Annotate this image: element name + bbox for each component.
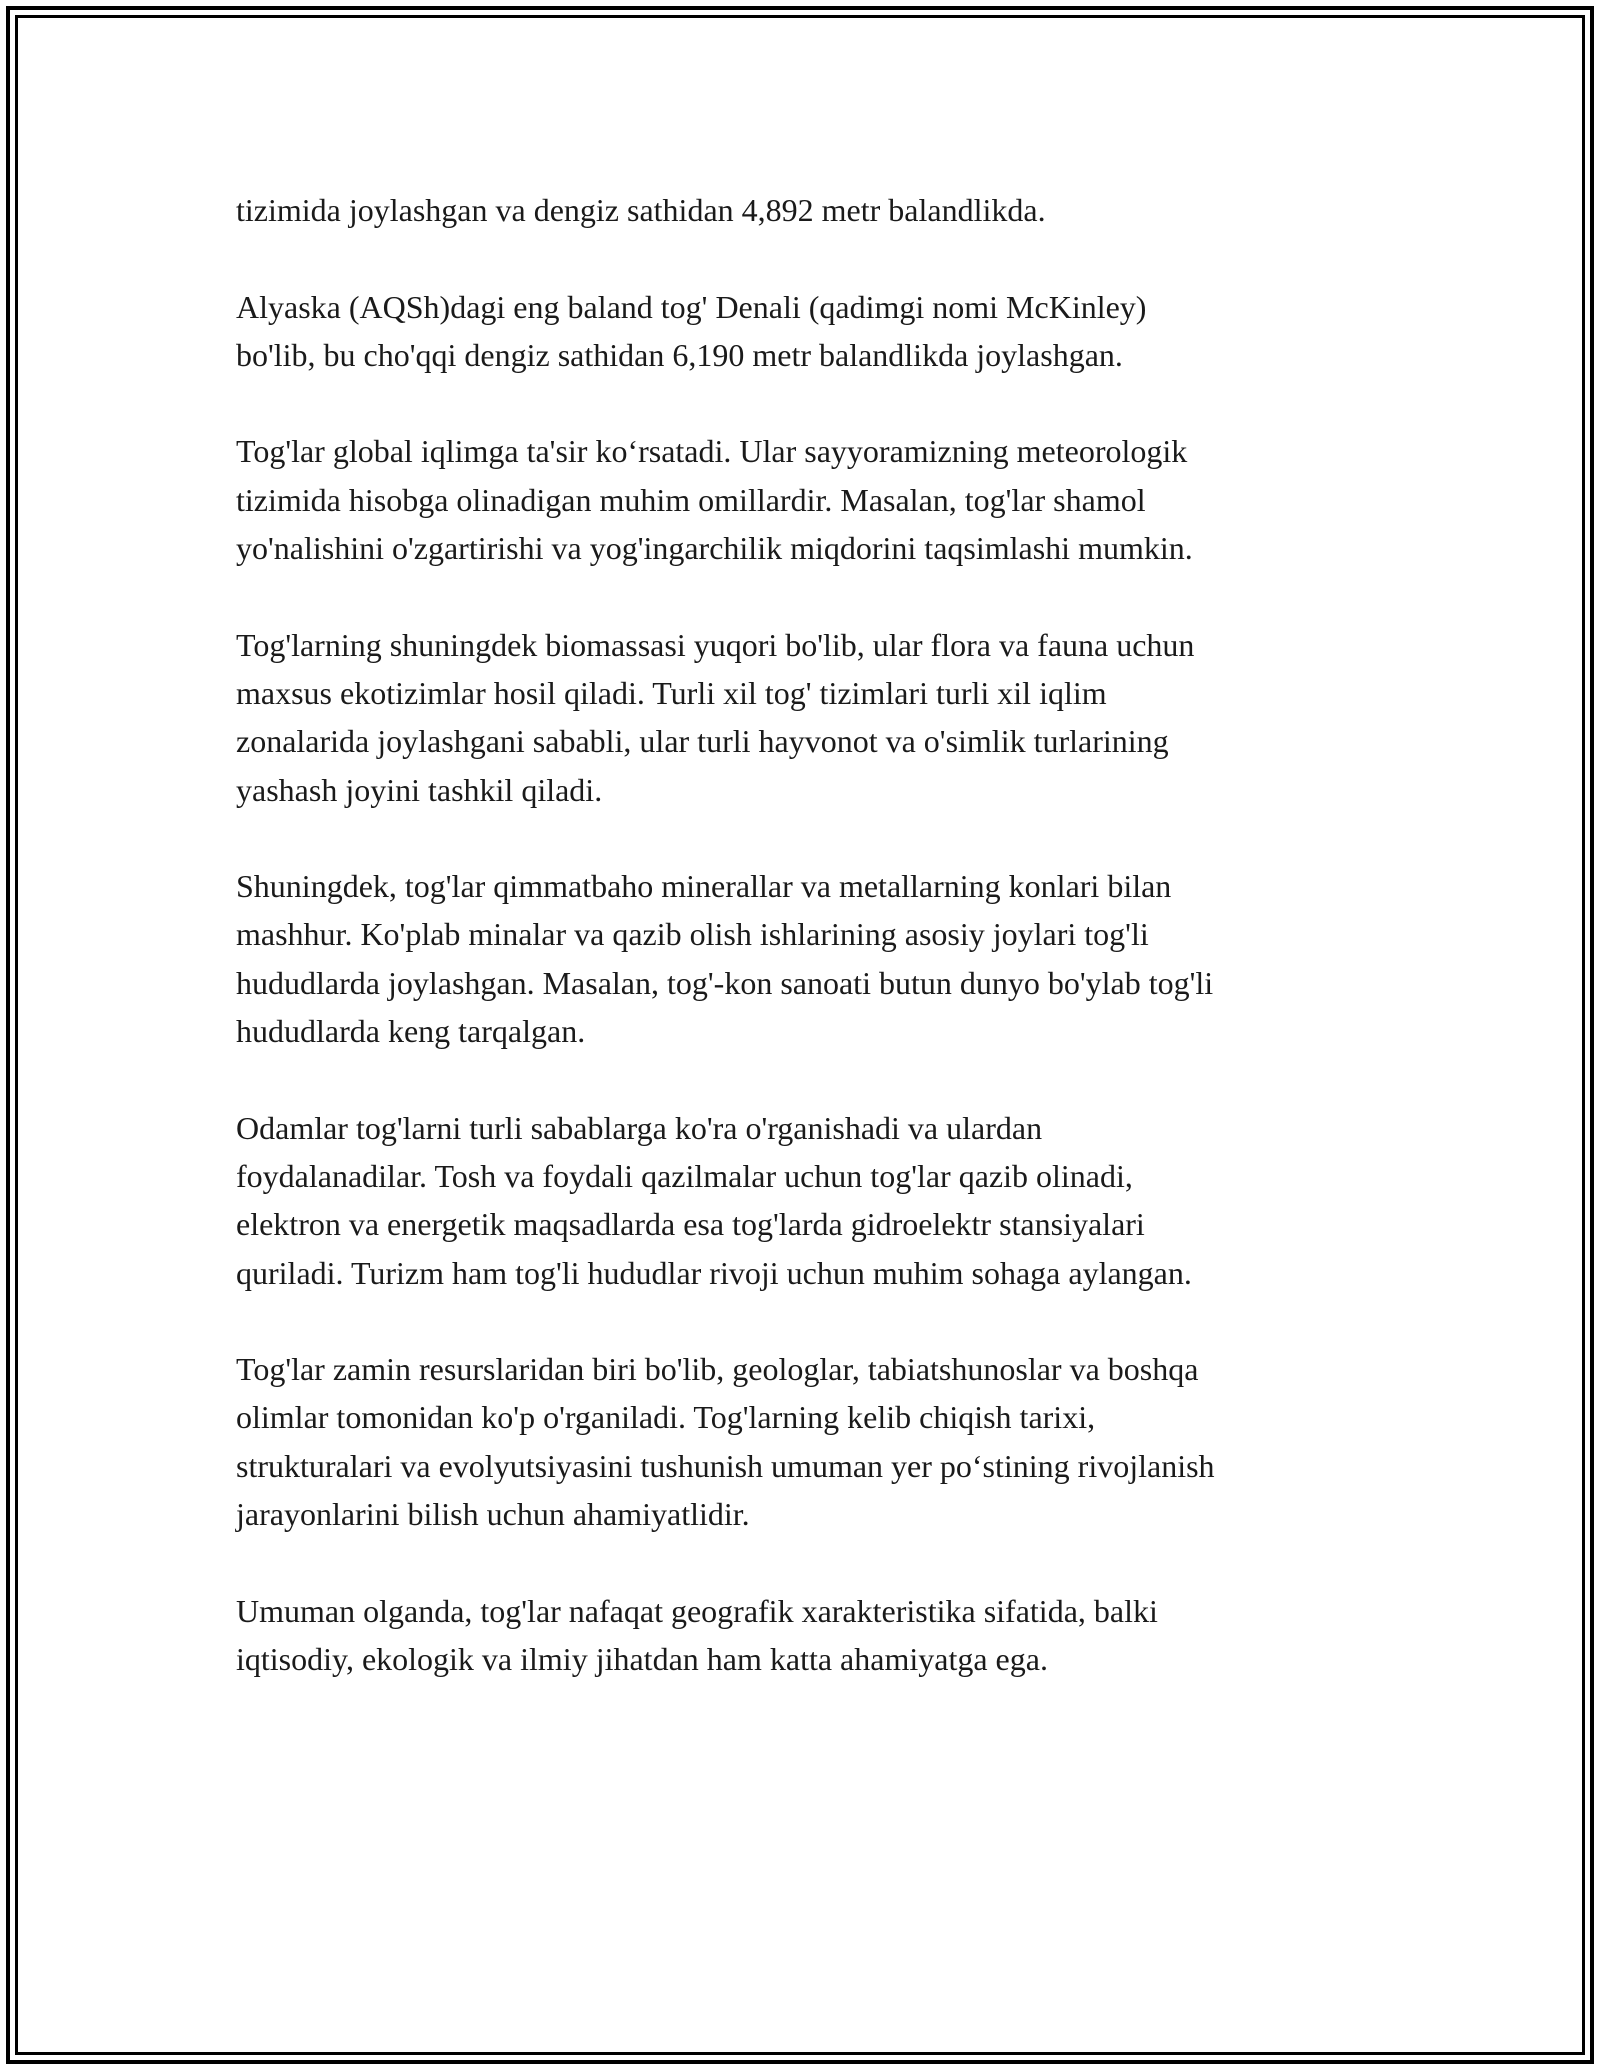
paragraph-8: Umuman olganda, tog'lar nafaqat geografik xarakteristika sifatida, balki iqtisodiy, ekologik va ilmiy jihatdan ham katta ahamiyatga ega. <box>236 1592 1158 1677</box>
paragraph-2: Alyaska (AQSh)dagi eng baland tog' Denali (qadimgi nomi McKinley) bo'lib, bu cho'qqi dengiz sathidan 6,190 metr balandlikda joylashgan. <box>236 288 1147 373</box>
paragraph-1: tizimida joylashgan va dengiz sathidan 4,892 metr balandlikda. <box>236 192 1046 228</box>
paragraph-5: Shuningdek, tog'lar qimmatbaho minerallar va metallarning konlari bilan mashhur. Ko'plab minalar va qazib olish ishlarining asosiy joylari tog'li hududlarda joylashgan. Masalan, tog'-kon sanoati butun dunyo bo'ylab tog'li hududlarda keng tarqalgan. <box>236 868 1214 1050</box>
paragraph-4: Tog'larning shuningdek biomassasi yuqori bo'lib, ular flora va fauna uchun maxsus ekotizimlar hosil qiladi. Turli xil tog' tizimlari turli xil iqlim zonalarida joylashgani sababli, ular turli hayvonot va o'simlik turlarining yashash joyini tashkil qiladi. <box>236 626 1195 808</box>
paragraph-7: Tog'lar zamin resurslaridan biri bo'lib, geologlar, tabiatshunoslar va boshqa olimlar tomonidan ko'p o'rganiladi. Tog'larning kelib chiqish tarixi, strukturalari va evolyutsiyasini tushunish umuman yer po‘stining rivojlanish jarayonlarini bilish uchun ahamiyatlidir. <box>236 1351 1215 1533</box>
paragraph-3: Tog'lar global iqlimga ta'sir ko‘rsatadi. Ular sayyoramizning meteorologik tizimida hisobga olinadigan muhim omillardir. Masalan, tog'lar shamol yo'nalishini o'zgartirishi va yog'ingarchilik miqdorini taqsimlashi mumkin. <box>236 433 1193 567</box>
paragraph-6: Odamlar tog'larni turli sabablarga ko'ra o'rganishadi va ulardan foydalanadilar. Tosh va foydali qazilmalar uchun tog'lar qazib olinadi, elektron va energetik maqsadlarda esa tog'larda gidroelektr stansiyalari quriladi. Turizm ham tog'li hududlar rivoji uchun muhim sohaga aylangan. <box>236 1109 1192 1291</box>
document-body <box>236 186 1386 1732</box>
